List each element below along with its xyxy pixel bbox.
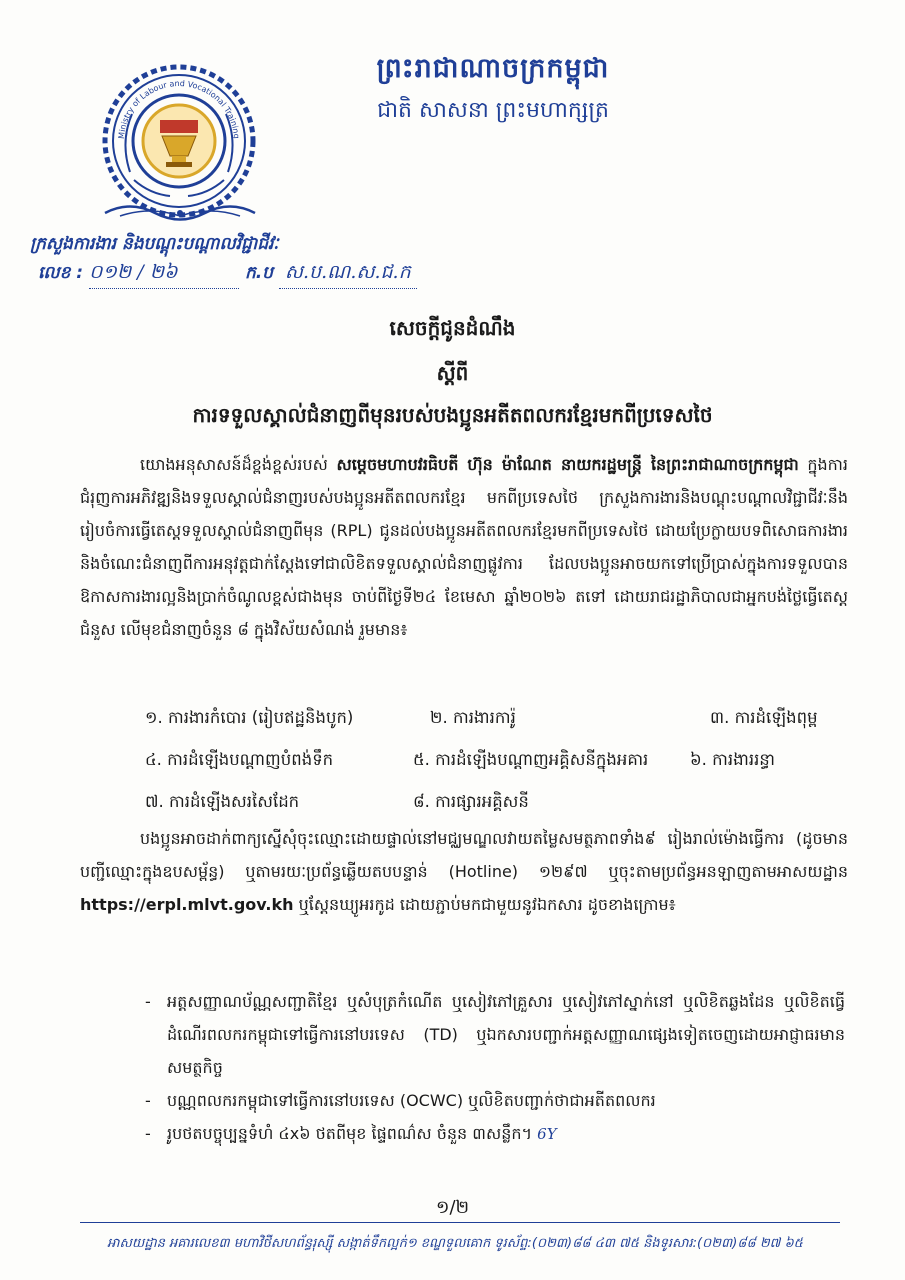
prime-minister-name: សម្តេចមហាបវរធិបតី ហ៊ុន ម៉ាណែត នាយករដ្ឋមន្ត្រី នៃព្រះរាជាណាចក្រកម្ពុជា (336, 455, 799, 474)
seal-ornament (100, 200, 260, 226)
reference-year: ២៦ (149, 261, 178, 283)
footer-divider (80, 1222, 840, 1223)
intro-body: ក្នុងការជំរុញការអភិវឌ្ឍនិងទទួលស្គាល់ជំនាញរបស់បងប្អូនអតីតពលករខ្មែរ មកពីប្រទេសថៃ ក្រសួងការងារនិងបណ្តុះបណ្តាលវិជ្ជាជីវៈនឹងរៀបចំការធ្វើតេស្តទទួលស្គាល់ជំនាញពីមុន (RPL) ជូនដល់បងប្អូនអតីតពលករខ្មែរមកពីប្រទេសថៃ ដោយប្រែក្លាយបទពិសោធការងារនិងចំណេះជំនាញពីការអនុវត្តជាក់ស្តែងទៅជាលិខិតទទួលស្គាល់ជំនាញផ្លូវការ ដែលបងប្អូនអាចយកទៅប្រើប្រាស់ក្នុងការទទួលបានឱកាសការងារល្អនិងប្រាក់ចំណូលខ្ពស់ជាងមុន ចាប់ពីថ្ងៃទី២៤ ខែមេសា ឆ្នាំ២០២៦ តទៅ ដោយរាជរដ្ឋាភិបាលជាអ្នកបង់ថ្លៃធ្វើតេស្តជំនួស លើមុខជំនាញចំនួន ៨ ក្នុងវិស័យសំណង់ រួមមាន៖ (80, 455, 848, 639)
page-number: ១/២ (435, 1197, 470, 1218)
footer-address: អាសយដ្ឋាន អគារលេខ៣ មហាវិថីសហព័ន្ធរុស្ស៊ី សង្កាត់ទឹកល្អក់១ ខណ្ឌទួលគោក ទូរស័ព្ទ:(០២៣)៨៨ ៤៣ ៧៥ និងទូរសារ:(០២៣)៨៨ ២៧ ៦៥ (107, 1236, 803, 1251)
registration-link[interactable]: https://erpl.mlvt.gov.kh (80, 895, 294, 914)
seal-text: Ministry of Labour and Vocational Training (116, 78, 241, 140)
skills-list (145, 708, 855, 834)
list-item: - បណ្ណពលករកម្ពុជាទៅធ្វើការនៅបរទេស (OCWC) ឬលិខិតបញ្ជាក់ថាជាអតីតពលករ (145, 1084, 845, 1117)
ministry-seal (100, 62, 258, 220)
reference-number: ០១២ (89, 261, 132, 283)
reference-label: លេខ : (38, 263, 84, 283)
notice-subject-label: ស្តីពី (436, 361, 469, 385)
list-item: ៤. ការដំឡើងបណ្តាញបំពង់ទឹក (145, 750, 334, 769)
reference-line (38, 260, 417, 289)
list-item: ៣. ការដំឡើងពុម្ព (710, 708, 818, 727)
intro-lead: យោងអនុសាសន៍ដ៏ខ្ពង់ខ្ពស់របស់ (140, 455, 337, 474)
required-documents-list (145, 985, 845, 1151)
notice-title: សេចក្តីជូនដំណឹង (389, 316, 516, 340)
list-item: ៦. ការងាររន្ធា (690, 750, 776, 769)
handwritten-initials: 6Y (537, 1125, 557, 1143)
reference-code: ស.ប.ណ.ស.ជ.ក (279, 260, 417, 289)
list-item: - អត្តសញ្ញាណប័ណ្ណសញ្ជាតិខ្មែរ ឬសំបុត្រកំណើត ឬសៀវភៅគ្រួសារ ឬសៀវភៅស្នាក់នៅ ឬលិខិតឆ្លងដែន ឬលិខិតធ្វើដំណើរពលករកម្ពុជាទៅធ្វើការនៅបរទេស (TD) ឬឯកសារបញ្ជាក់អត្តសញ្ញាណផ្សេងទៀតចេញដោយអាជ្ញាធរមានសមត្ថកិច្ច (145, 985, 845, 1084)
national-motto: ជាតិ សាសនា ព្រះមហាក្សត្រ (377, 98, 609, 123)
list-item: ៨. ការផ្សារអគ្គិសនី (413, 792, 529, 811)
list-item: ៧. ការដំឡើងសរសៃដែក (145, 792, 300, 811)
intro-paragraph (80, 448, 848, 646)
reference-number-field: ០១២ / ២៦ (89, 260, 239, 289)
registration-text: បងប្អូនអាចដាក់ពាក្យស្នើសុំចុះឈ្មោះដោយផ្ទាល់នៅមជ្ឈមណ្ឌលវាយតម្លៃសមត្ថភាពទាំង៩ រៀងរាល់ម៉ោងធ្វើការ (ដូចមានបញ្ជីឈ្មោះក្នុងឧបសម្ព័ន្ធ) ឬតាមរយៈប្រព័ន្ធឆ្លើយតបបន្ទាន់ (Hotline) ១២៩៧ ឬចុះតាមប្រព័ន្ធអនឡាញតាមអាសយដ្ឋាន (80, 829, 848, 881)
list-item: - រូបថតបច្ចុប្បន្នទំហំ ៤x៦ ថតពីមុខ ផ្ទៃពណ៌ស ចំនួន ៣សន្លឹក។ 6Y (145, 1117, 845, 1151)
list-item: ៥. ការដំឡើងបណ្តាញអគ្គិសនីក្នុងអគារ (413, 750, 649, 769)
ministry-name: ក្រសួងការងារ និងបណ្តុះបណ្តាលវិជ្ជាជីវៈ (30, 234, 279, 254)
reference-code-label: ក.ប (244, 263, 273, 283)
list-item: ១. ការងារកំបោរ (រៀបឥដ្ឋនិងបូក) (145, 708, 354, 727)
registration-text-end: ឬស្តែនឃ្យូអរកូដ ដោយភ្ជាប់មកជាមួយនូវឯកសារ ដូចខាងក្រោម៖ (293, 895, 676, 914)
notice-subject: ការទទួលស្គាល់ជំនាញពីមុនរបស់បងប្អូនអតីតពលករខ្មែរមកពីប្រទេសថៃ (192, 403, 713, 427)
registration-paragraph (80, 822, 848, 921)
list-item: ២. ការងារការ៉ូ (430, 708, 516, 727)
kingdom-title: ព្រះរាជាណាចក្រកម្ពុជា (376, 53, 610, 84)
